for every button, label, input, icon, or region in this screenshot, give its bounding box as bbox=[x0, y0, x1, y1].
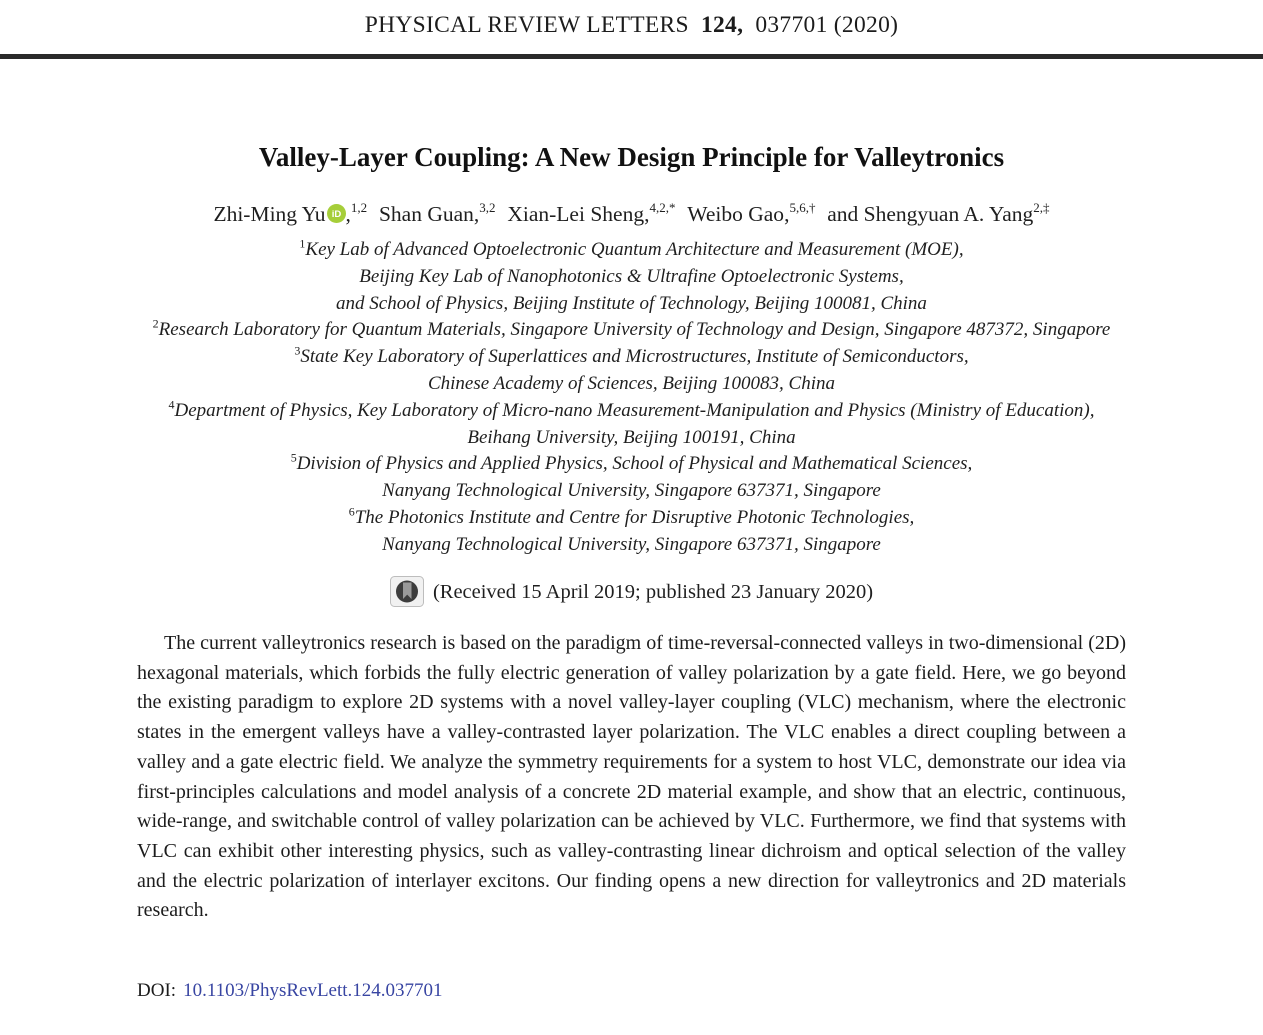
affiliation-text: The Photonics Institute and Centre for Disruptive Photonic Technologies, bbox=[354, 506, 915, 528]
affiliation-line bbox=[0, 425, 1263, 452]
affiliation-line bbox=[0, 317, 1263, 344]
author-name: and Shengyuan A. Yang bbox=[827, 202, 1034, 226]
affiliation-text: and School of Physics, Beijing Institute of Technology, Beijing 100081, China bbox=[336, 292, 927, 314]
received-text: (Received 15 April 2019; published 23 January 2020) bbox=[432, 581, 874, 603]
affiliation-line bbox=[0, 505, 1263, 532]
journal-header bbox=[0, 12, 1263, 39]
doi-label: DOI: bbox=[137, 980, 177, 1001]
abstract-paragraph: The current valleytronics research is based on the paradigm of time-reversal-connected valleys in two-dimensional (2D) hexagonal materials, which forbids the fully electric generation of valley polarization by a gate field. Here, we go beyond the existing paradigm to explore 2D systems with a novel valley-layer coupling (VLC) mechanism, where the electronic states in the emergent valleys have a valley-contrasted layer polarization. The VLC enables a direct coupling between a valley and a gate electric field. We analyze the symmetry requirements for a system to host VLC, demonstrate our idea via first-principles calculations and model analysis of a concrete 2D material example, and show that an electric, continuous, wide-range, and switchable control of valley polarization can be achieved by VLC. Furthermore, we find that systems with VLC can exhibit other interesting physics, such as valley-contrasting linear dichroism and optical selection of the valley and the electric polarization of interlayer excitons. Our finding opens a new direction for valleytronics and 2D materials research. bbox=[137, 632, 1126, 922]
header-divider-rule bbox=[0, 54, 1263, 59]
author bbox=[827, 199, 1050, 226]
affiliation-line bbox=[0, 344, 1263, 371]
author-affil-sup: 3,2 bbox=[479, 199, 496, 215]
affiliation-line bbox=[0, 451, 1263, 478]
affiliation-text: Chinese Academy of Sciences, Beijing 100083, China bbox=[427, 372, 835, 394]
author-separator: , bbox=[345, 202, 351, 226]
affiliations-block bbox=[0, 237, 1263, 559]
affiliation-text: Beihang University, Beijing 100191, China bbox=[467, 426, 796, 448]
orcid-icon[interactable] bbox=[327, 204, 346, 229]
doi-link[interactable]: 10.1103/PhysRevLett.124.037701 bbox=[183, 980, 443, 1001]
affiliation-text: Division of Physics and Applied Physics, School of Physical and Mathematical Sciences, bbox=[296, 453, 973, 475]
author bbox=[687, 199, 816, 226]
author-name: Shan Guan bbox=[378, 202, 474, 226]
author bbox=[213, 199, 368, 226]
affiliation-line bbox=[0, 291, 1263, 318]
affiliation-text: Research Laboratory for Quantum Materials, Singapore University of Technology and Design, Singapore 487372, Singapore bbox=[158, 319, 1111, 341]
affiliation-number: 6 bbox=[348, 504, 355, 519]
crossmark-icon[interactable] bbox=[390, 576, 424, 613]
page-title: Valley-Layer Coupling: A New Design Principle for Valleytronics bbox=[258, 142, 1005, 172]
affiliation-line bbox=[0, 237, 1263, 264]
affiliation-line bbox=[0, 398, 1263, 425]
author-name: Zhi-Ming Yu bbox=[213, 202, 326, 226]
author-affil-sup: 1,2 bbox=[350, 199, 368, 215]
author-affil-sup: 2,‡ bbox=[1033, 199, 1050, 215]
journal-volume: 124, bbox=[700, 12, 744, 38]
affiliation-number: 1 bbox=[299, 236, 306, 251]
svg-text:iD: iD bbox=[331, 209, 341, 221]
affiliation-line bbox=[0, 532, 1263, 559]
author-affil-sup: 4,2,* bbox=[649, 199, 676, 215]
author-separator: , bbox=[784, 202, 790, 226]
affiliation-text: Nanyang Technological University, Singapore 637371, Singapore bbox=[382, 480, 881, 502]
affiliation-text: Department of Physics, Key Laboratory of Micro-nano Measurement-Manipulation and Physics (Ministry of Education), bbox=[174, 399, 1095, 421]
affiliation-line bbox=[0, 371, 1263, 398]
journal-name: PHYSICAL REVIEW LETTERS bbox=[364, 12, 689, 38]
author bbox=[507, 199, 676, 226]
received-row bbox=[0, 576, 1263, 613]
doi-line bbox=[137, 980, 443, 1002]
journal-article-info: 037701 (2020) bbox=[755, 12, 899, 38]
authors-line bbox=[0, 199, 1263, 229]
affiliation-line bbox=[0, 264, 1263, 291]
affiliation-text: Key Lab of Advanced Optoelectronic Quantum Architecture and Measurement (MOE), bbox=[305, 239, 964, 260]
author-separator: , bbox=[644, 202, 650, 226]
author-affil-sup: 5,6,† bbox=[789, 199, 816, 215]
affiliation-text: Nanyang Technological University, Singapore 637371, Singapore bbox=[382, 533, 881, 555]
affiliation-text: State Key Laboratory of Superlattices and Microstructures, Institute of Semiconductors, bbox=[300, 346, 969, 368]
affiliation-text: Beijing Key Lab of Nanophotonics & Ultrafine Optoelectronic Systems, bbox=[359, 265, 904, 287]
affiliation-line bbox=[0, 478, 1263, 505]
author-separator: , bbox=[473, 202, 480, 226]
affiliation-number: 4 bbox=[168, 397, 175, 412]
affiliation-number: 2 bbox=[152, 317, 159, 332]
author-name: Xian-Lei Sheng bbox=[507, 202, 645, 226]
author-name: Weibo Gao bbox=[687, 202, 785, 226]
affiliation-number: 3 bbox=[294, 343, 301, 358]
author bbox=[378, 199, 496, 226]
affiliation-number: 5 bbox=[290, 451, 297, 466]
